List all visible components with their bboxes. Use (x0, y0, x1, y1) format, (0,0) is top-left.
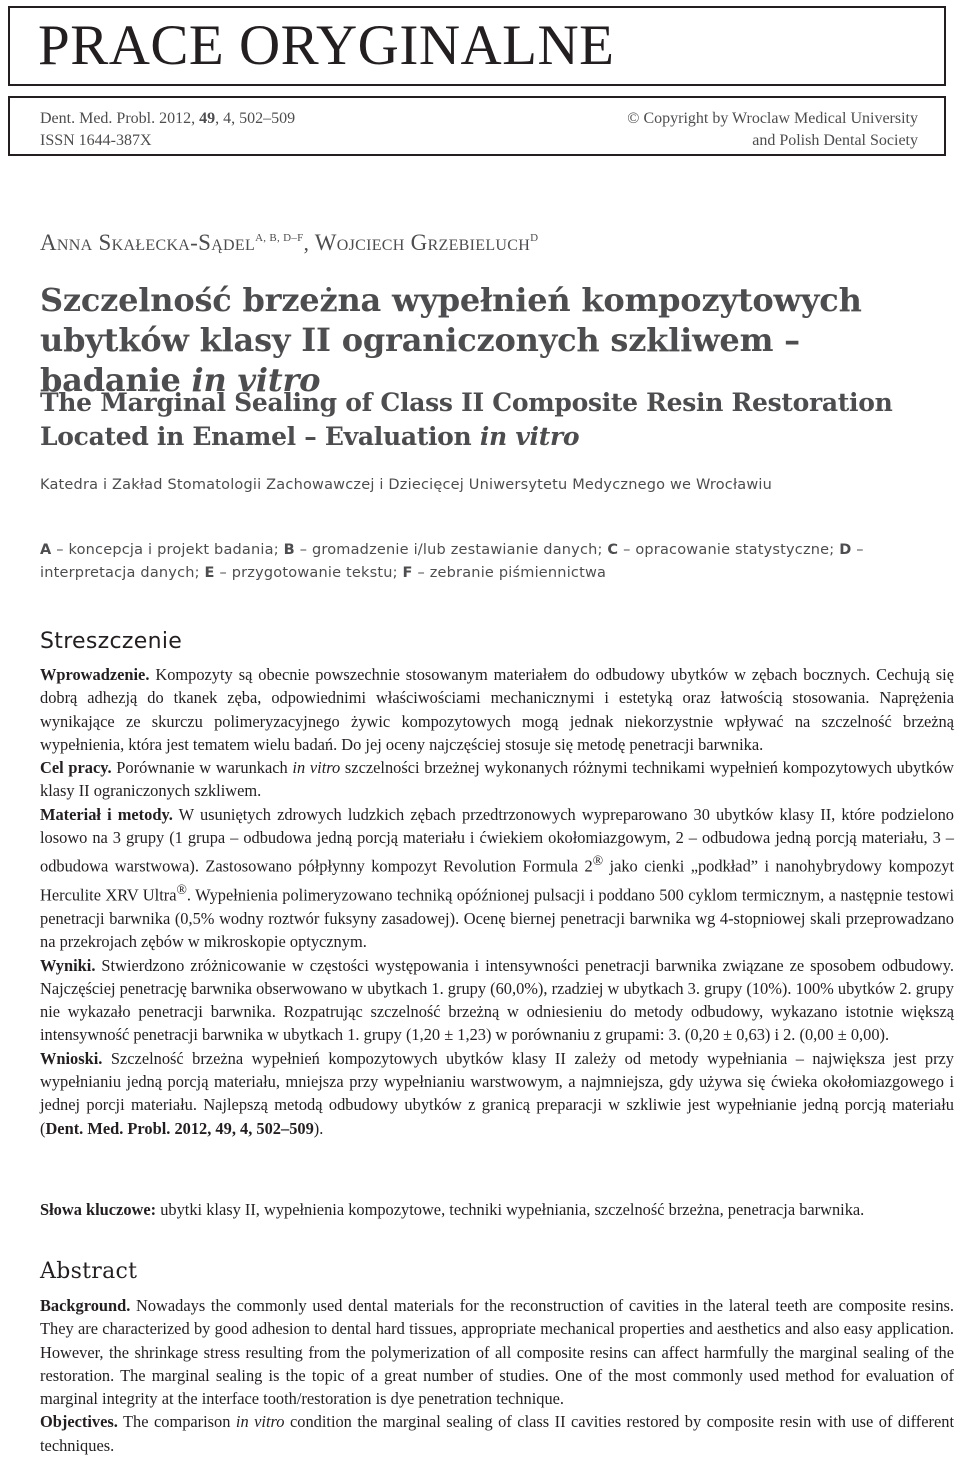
text-metody-3: . Wypełnienia polimeryzowano techniką opóźnionej pulsacji i poddano 500 cyklom termicznym, a następnie testowi penetracji barwnika (0,5% wodny roztwór fuksyny zasadowej). Ocenę biernej penetracji barwnika wg 4-stopniowej skali przeprowadzano na przekrojach zębów w mikroskopie optycznym. (40, 885, 954, 952)
text-metody-2: jako cienki „podkład” i nanohybrydowy kompozyt Herculite XRV Ultra (40, 856, 955, 905)
contribution-text-b: – gromadzenie i/lub zestawianie danych; (294, 542, 608, 558)
citation-reference: Dent. Med. Probl. 2012, 49, 4, 502–509 (45, 1118, 314, 1138)
keywords-label: Słowa kluczowe: (40, 1200, 157, 1219)
contribution-key-a: A (40, 542, 52, 558)
section-title: PRACE ORYGINALNE (38, 14, 615, 77)
text-wnioski: Szczelność brzeżna wypełnień kompozytowych ubytków klasy II zależy od metody wypełniania – największa jest przy wypełnianiu jedną porcją materiału, mniejsza przy wypełnianiu warstwowym, a najmniejsza, gdy używa się ćwieka okołomiazgowego i jednej porcji materiału. Najlepszą metodą odbudowy ubytków z granicą preparacji w szkliwie jest wypełnianie jedną porcją materiału ( (40, 1048, 954, 1138)
streszczenie-heading: Streszczenie (40, 629, 183, 654)
article-title-polish (40, 280, 940, 400)
contribution-key-e: E (204, 565, 215, 581)
title-pl-main: Szczelność brzeżna wypełnień kompozytowych ubytków klasy II ograniczonych szkliwem – badanie (40, 281, 862, 399)
keywords (40, 1198, 954, 1221)
paragraph-background (40, 1294, 954, 1410)
streszczenie-body (40, 663, 954, 1140)
journal-citation-line (40, 108, 295, 130)
journal-issn: ISSN 1644-387X (40, 132, 152, 149)
label-wnioski: Wnioski. (40, 1048, 103, 1068)
label-wyniki: Wyniki. (40, 955, 96, 975)
contribution-text-f: – zebranie piśmiennictwa (412, 565, 607, 581)
keywords-text: ubytki klasy II, wypełnienia kompozytowe, techniki wypełniania, szczelność brzeżna, penetracja barwnika. (156, 1200, 865, 1219)
contribution-legend (40, 539, 940, 585)
contribution-key-f: F (402, 565, 413, 581)
journal-volume: 49 (199, 110, 216, 127)
paragraph-wnioski (40, 1047, 954, 1140)
contribution-text-e: – przygotowanie tekstu; (214, 565, 403, 581)
paragraph-objectives (40, 1410, 954, 1457)
registered-mark-2: ® (176, 882, 187, 898)
text-objectives-2: condition the marginal sealing of class II cavities restored by composite resin with use of different techniques. (40, 1412, 955, 1455)
contribution-text-c: – opracowanie statystyczne; (618, 542, 840, 558)
contribution-key-d: D (839, 542, 852, 558)
text-wyniki: Stwierdzono zróżnicowanie w częstości występowania i intensywności penetracji barwnika związane ze sposobem odbudowy. Najczęściej penetrację barwnika obserwowano w ubytkach 1. grupy (60,0%), rzadziej w ubytkach 3. grupy (10%). 100% ubytków 2. grupy nie wykazało penetracji barwnika. Rozpatrując szczelność brzeżną w odniesieniu do metody odbudowy, wykazano istotnie większą intensywność penetracji barwnika w ubytkach 1. grupy (1,20 ± 1,23) w porównaniu z grupami: 3. (0,20 ± 0,63) i 2. (0,00 ± 0,00). (40, 955, 954, 1045)
author-2: Wojciech Grzebieluch (314, 230, 531, 255)
text-metody-1: W usuniętych zdrowych ludzkich zębach przedtrzonowych wypreparowano 30 ubytków klasy II, które podzielono losowo na 3 grupy (1 grupa – odbudowa jedną porcją materiału i ćwiekiem okołomiazgowym, 2 – odbudowa jedną porcją materiału, 3 – odbudowa warstwowa). Zastosowano półpłynny kompozyt Revolution Formula 2 (40, 804, 954, 876)
text-cel-pracy-italic: in vitro (292, 758, 341, 778)
copyright-line-2: and Polish Dental Society (752, 132, 918, 149)
label-material-i-metody: Materiał i metody. (40, 804, 173, 824)
copyright-line-1: © Copyright by Wroclaw Medical University (627, 110, 918, 127)
paragraph-material-i-metody (40, 803, 954, 954)
contribution-text-a: – koncepcja i projekt badania; (51, 542, 284, 558)
abstract-body (40, 1294, 954, 1457)
paragraph-wyniki (40, 954, 954, 1047)
journal-year: 2012, (155, 110, 200, 127)
title-en-main: The Marginal Sealing of Class II Composite Resin Restoration Located in Enamel – Evaluation (40, 388, 893, 451)
registered-mark-1: ® (592, 853, 604, 869)
text-objectives-italic: in vitro (235, 1412, 285, 1432)
title-pl-italic: in vitro (191, 361, 321, 399)
contribution-key-c: C (607, 542, 619, 558)
author-1: Anna Skałecka-Sądel (40, 230, 256, 255)
author-separator: , (303, 231, 315, 255)
copyright-notice (627, 108, 918, 152)
paragraph-wprowadzenie (40, 663, 954, 756)
author-list (40, 230, 538, 256)
title-en-italic: in vitro (479, 422, 580, 451)
journal-issue-pages: , 4, 502–509 (215, 110, 296, 127)
paragraph-keywords (40, 1198, 954, 1221)
label-background: Background. (40, 1296, 131, 1315)
author-1-contributions: A, B, D–F (255, 232, 304, 244)
label-cel-pracy: Cel pracy. (40, 758, 112, 778)
affiliation: Katedra i Zakład Stomatologii Zachowawczej i Dziecięcej Uniwersytetu Medycznego we Wrocławiu (40, 477, 773, 493)
contribution-key-b: B (283, 542, 295, 558)
text-wprowadzenie: Kompozyty są obecnie powszechnie stosowanym materiałem do odbudowy ubytków w zębach bocznych. Cechują się dobrą adhezją do tkanek zęba, odpowiednimi właściwościami mechanicznymi i estetyką oraz łatwością stosowania. Naprężenia wynikające ze skurczu polimeryzacyjnego żywic kompozytowych mogą jednak niekorzystnie wpływać na szczelność brzeżną wypełnienia, która jest tematem wielu badań. Do jej oceny najczęściej stosuje się metodę penetracji barwnika. (40, 665, 954, 754)
author-2-contributions: D (530, 232, 539, 244)
text-cel-pracy-2: szczelności brzeżnej wykonanych różnymi technikami wypełnień kompozytowych ubytków klasy II ograniczonych szkliwem. (40, 758, 954, 801)
article-title-english (40, 386, 940, 454)
contribution-text-d: – interpretacja danych; (40, 542, 864, 581)
text-wnioski-end: ). (313, 1118, 324, 1138)
paragraph-cel-pracy (40, 756, 954, 803)
text-cel-pracy-1: Porównanie w warunkach (111, 758, 293, 778)
abstract-heading: Abstract (40, 1259, 138, 1284)
journal-name: Dent. Med. Probl. (40, 110, 156, 127)
journal-citation (40, 108, 295, 152)
text-objectives-1: The comparison (117, 1412, 236, 1432)
text-background: Nowadays the commonly used dental materials for the reconstruction of cavities in the lateral teeth are composite resins. They are characterized by good adhesion to dental hard tissues, appropriate mechanical properties and aesthetics and also easy application. However, the shrinkage stress resulting from the polymerization of all composite resins can affect harmfully the marginal sealing of the restoration. The marginal sealing is the topic of a great number of studies. One of the most commonly used method for evaluation of marginal integrity at the interface tooth/restoration is dye penetration technique. (40, 1296, 954, 1409)
label-wprowadzenie: Wprowadzenie. (40, 665, 150, 684)
label-objectives: Objectives. (40, 1412, 118, 1432)
